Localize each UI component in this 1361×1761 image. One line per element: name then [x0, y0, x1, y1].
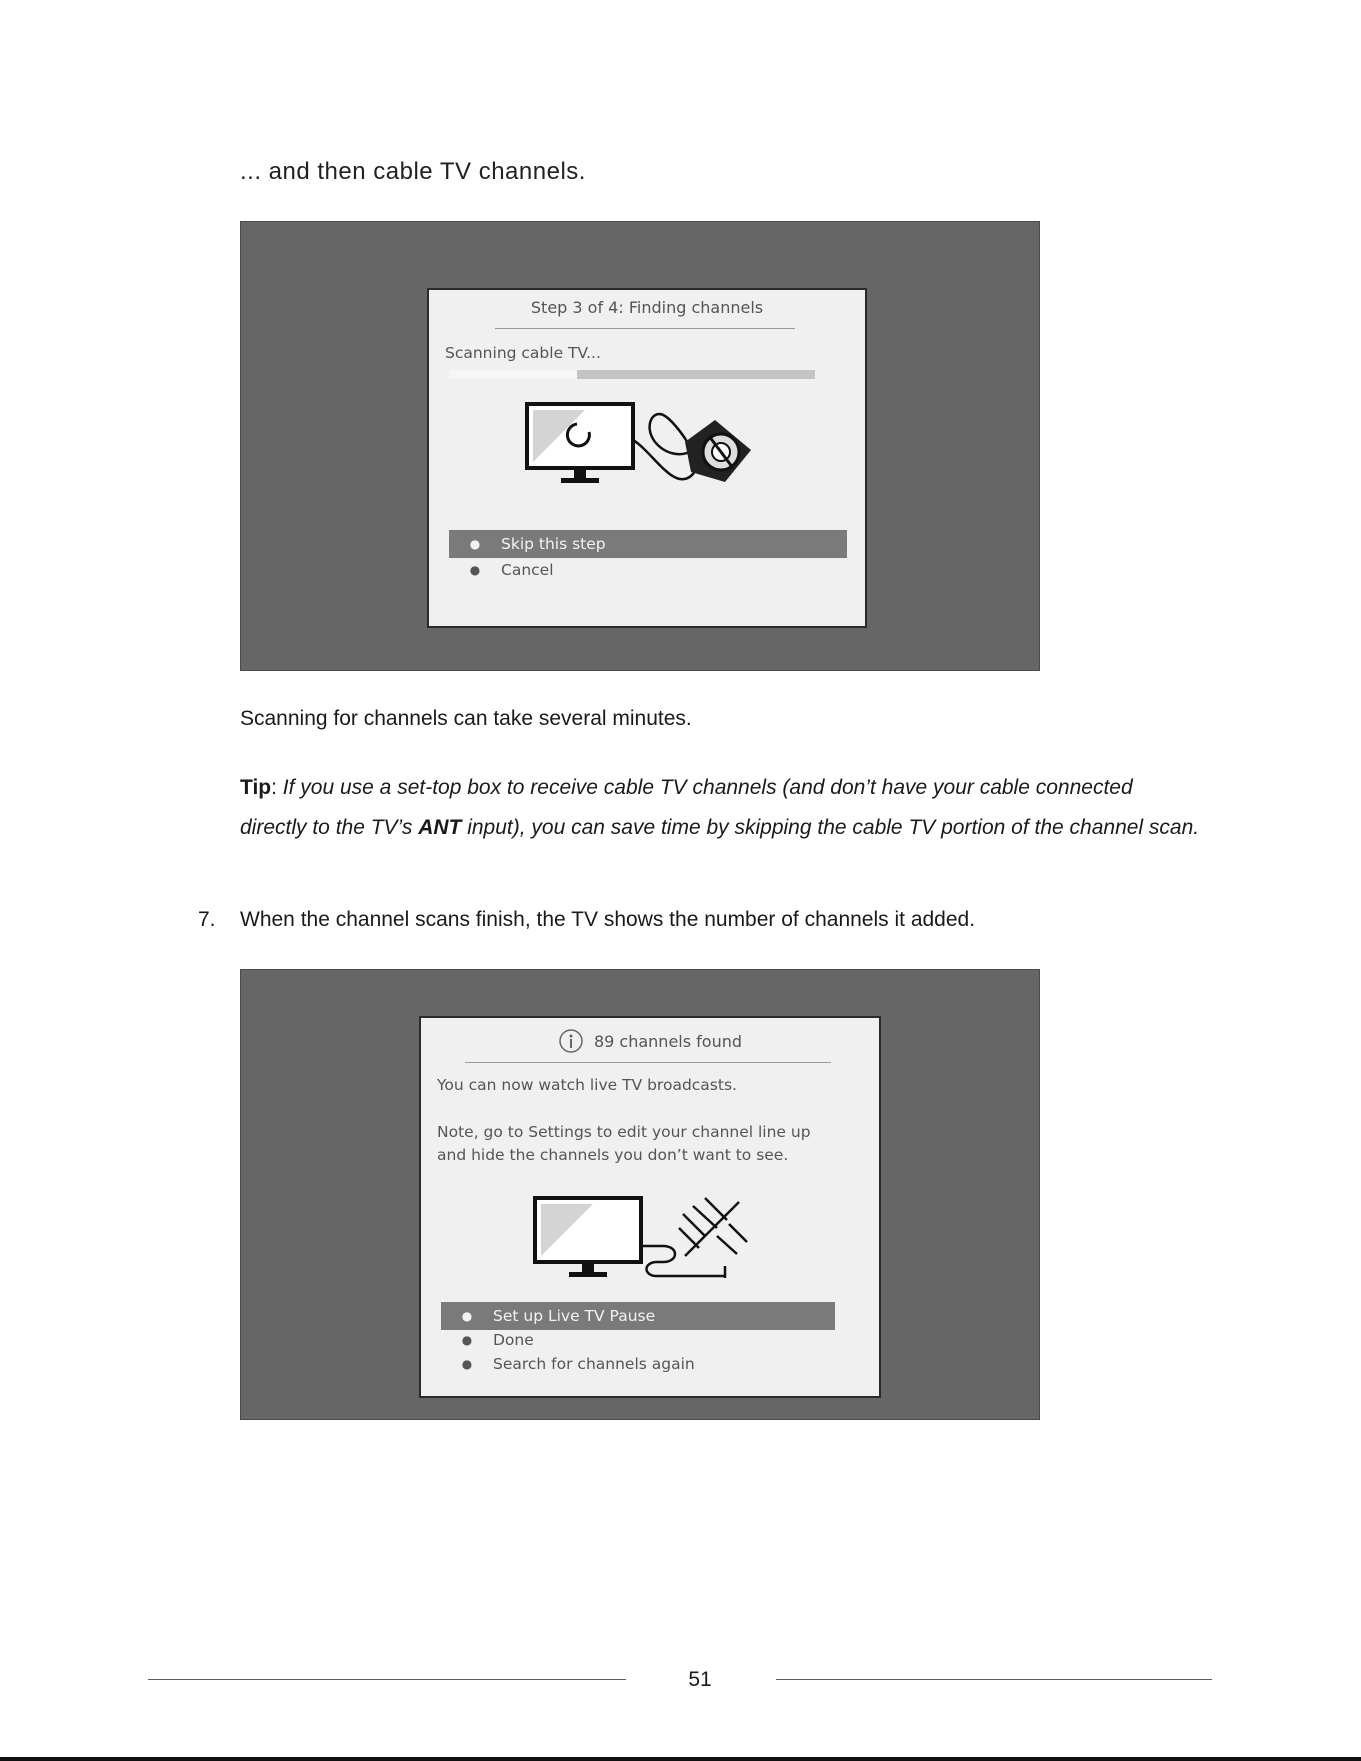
watch-live-text: You can now watch live TV broadcasts.	[437, 1076, 737, 1094]
tip-text-1: If you use a set-top box to receive cable TV channels (and don’t have your cable connected directly to the TV’s	[240, 776, 1133, 839]
menu-cancel[interactable]	[449, 556, 847, 584]
screenshot-scanning-cable	[240, 221, 1040, 671]
channels-found-dialog	[419, 1016, 881, 1398]
tv-cable-icon	[525, 402, 765, 492]
intro-text: ... and then cable TV channels.	[240, 158, 586, 185]
menu-label: Cancel	[501, 561, 554, 579]
tip-text-2: input), you can save time by skipping the cable TV portion of the channel scan.	[461, 816, 1200, 839]
bullet-icon: ●	[469, 537, 481, 551]
bullet-icon: ●	[469, 563, 481, 577]
footer-rule-left	[148, 1679, 626, 1680]
settings-note-line2: and hide the channels you don’t want to see.	[437, 1146, 789, 1164]
menu-search-again[interactable]	[441, 1350, 835, 1378]
tip-ant: ANT	[418, 816, 462, 839]
menu-label: Search for channels again	[493, 1355, 695, 1373]
step-number: 7.	[198, 908, 216, 931]
title-divider	[465, 1062, 831, 1063]
settings-note-line1: Note, go to Settings to edit your channel line up	[437, 1123, 811, 1141]
tv-antenna-icon	[533, 1194, 773, 1284]
menu-skip-this-step[interactable]	[449, 530, 847, 558]
page-bottom-edge	[0, 1757, 1361, 1761]
step-7	[198, 908, 1198, 932]
bullet-icon: ●	[461, 1357, 473, 1371]
scan-progress-fill	[449, 370, 577, 379]
info-icon	[558, 1028, 584, 1054]
tip-label: Tip	[240, 776, 272, 799]
tip-paragraph: Tip: If you use a set-top box to receive cable TV channels (and don’t have your cable connected directly to the TV’s ANT input), you can save time by skipping the cable TV portion of the channel scan.	[240, 776, 1200, 839]
step-text: When the channel scans finish, the TV shows the number of channels it added.	[240, 908, 976, 931]
dialog-title: 89 channels found	[593, 1031, 743, 1051]
scan-progress-bar	[449, 370, 815, 379]
page-number: 51	[688, 1668, 712, 1691]
scanning-note: Scanning for channels can take several minutes.	[240, 707, 692, 730]
menu-label: Done	[493, 1331, 534, 1349]
bullet-icon: ●	[461, 1333, 473, 1347]
dialog-title-row	[421, 1028, 879, 1054]
finding-channels-dialog	[427, 288, 867, 628]
scan-status: Scanning cable TV...	[445, 344, 601, 362]
title-divider	[495, 328, 795, 329]
dialog-title: Step 3 of 4: Finding channels	[530, 298, 764, 317]
bullet-icon: ●	[461, 1309, 473, 1323]
menu-label: Set up Live TV Pause	[493, 1307, 656, 1325]
screenshot-channels-found	[240, 969, 1040, 1420]
menu-label: Skip this step	[501, 535, 606, 553]
footer-rule-right	[776, 1679, 1212, 1680]
